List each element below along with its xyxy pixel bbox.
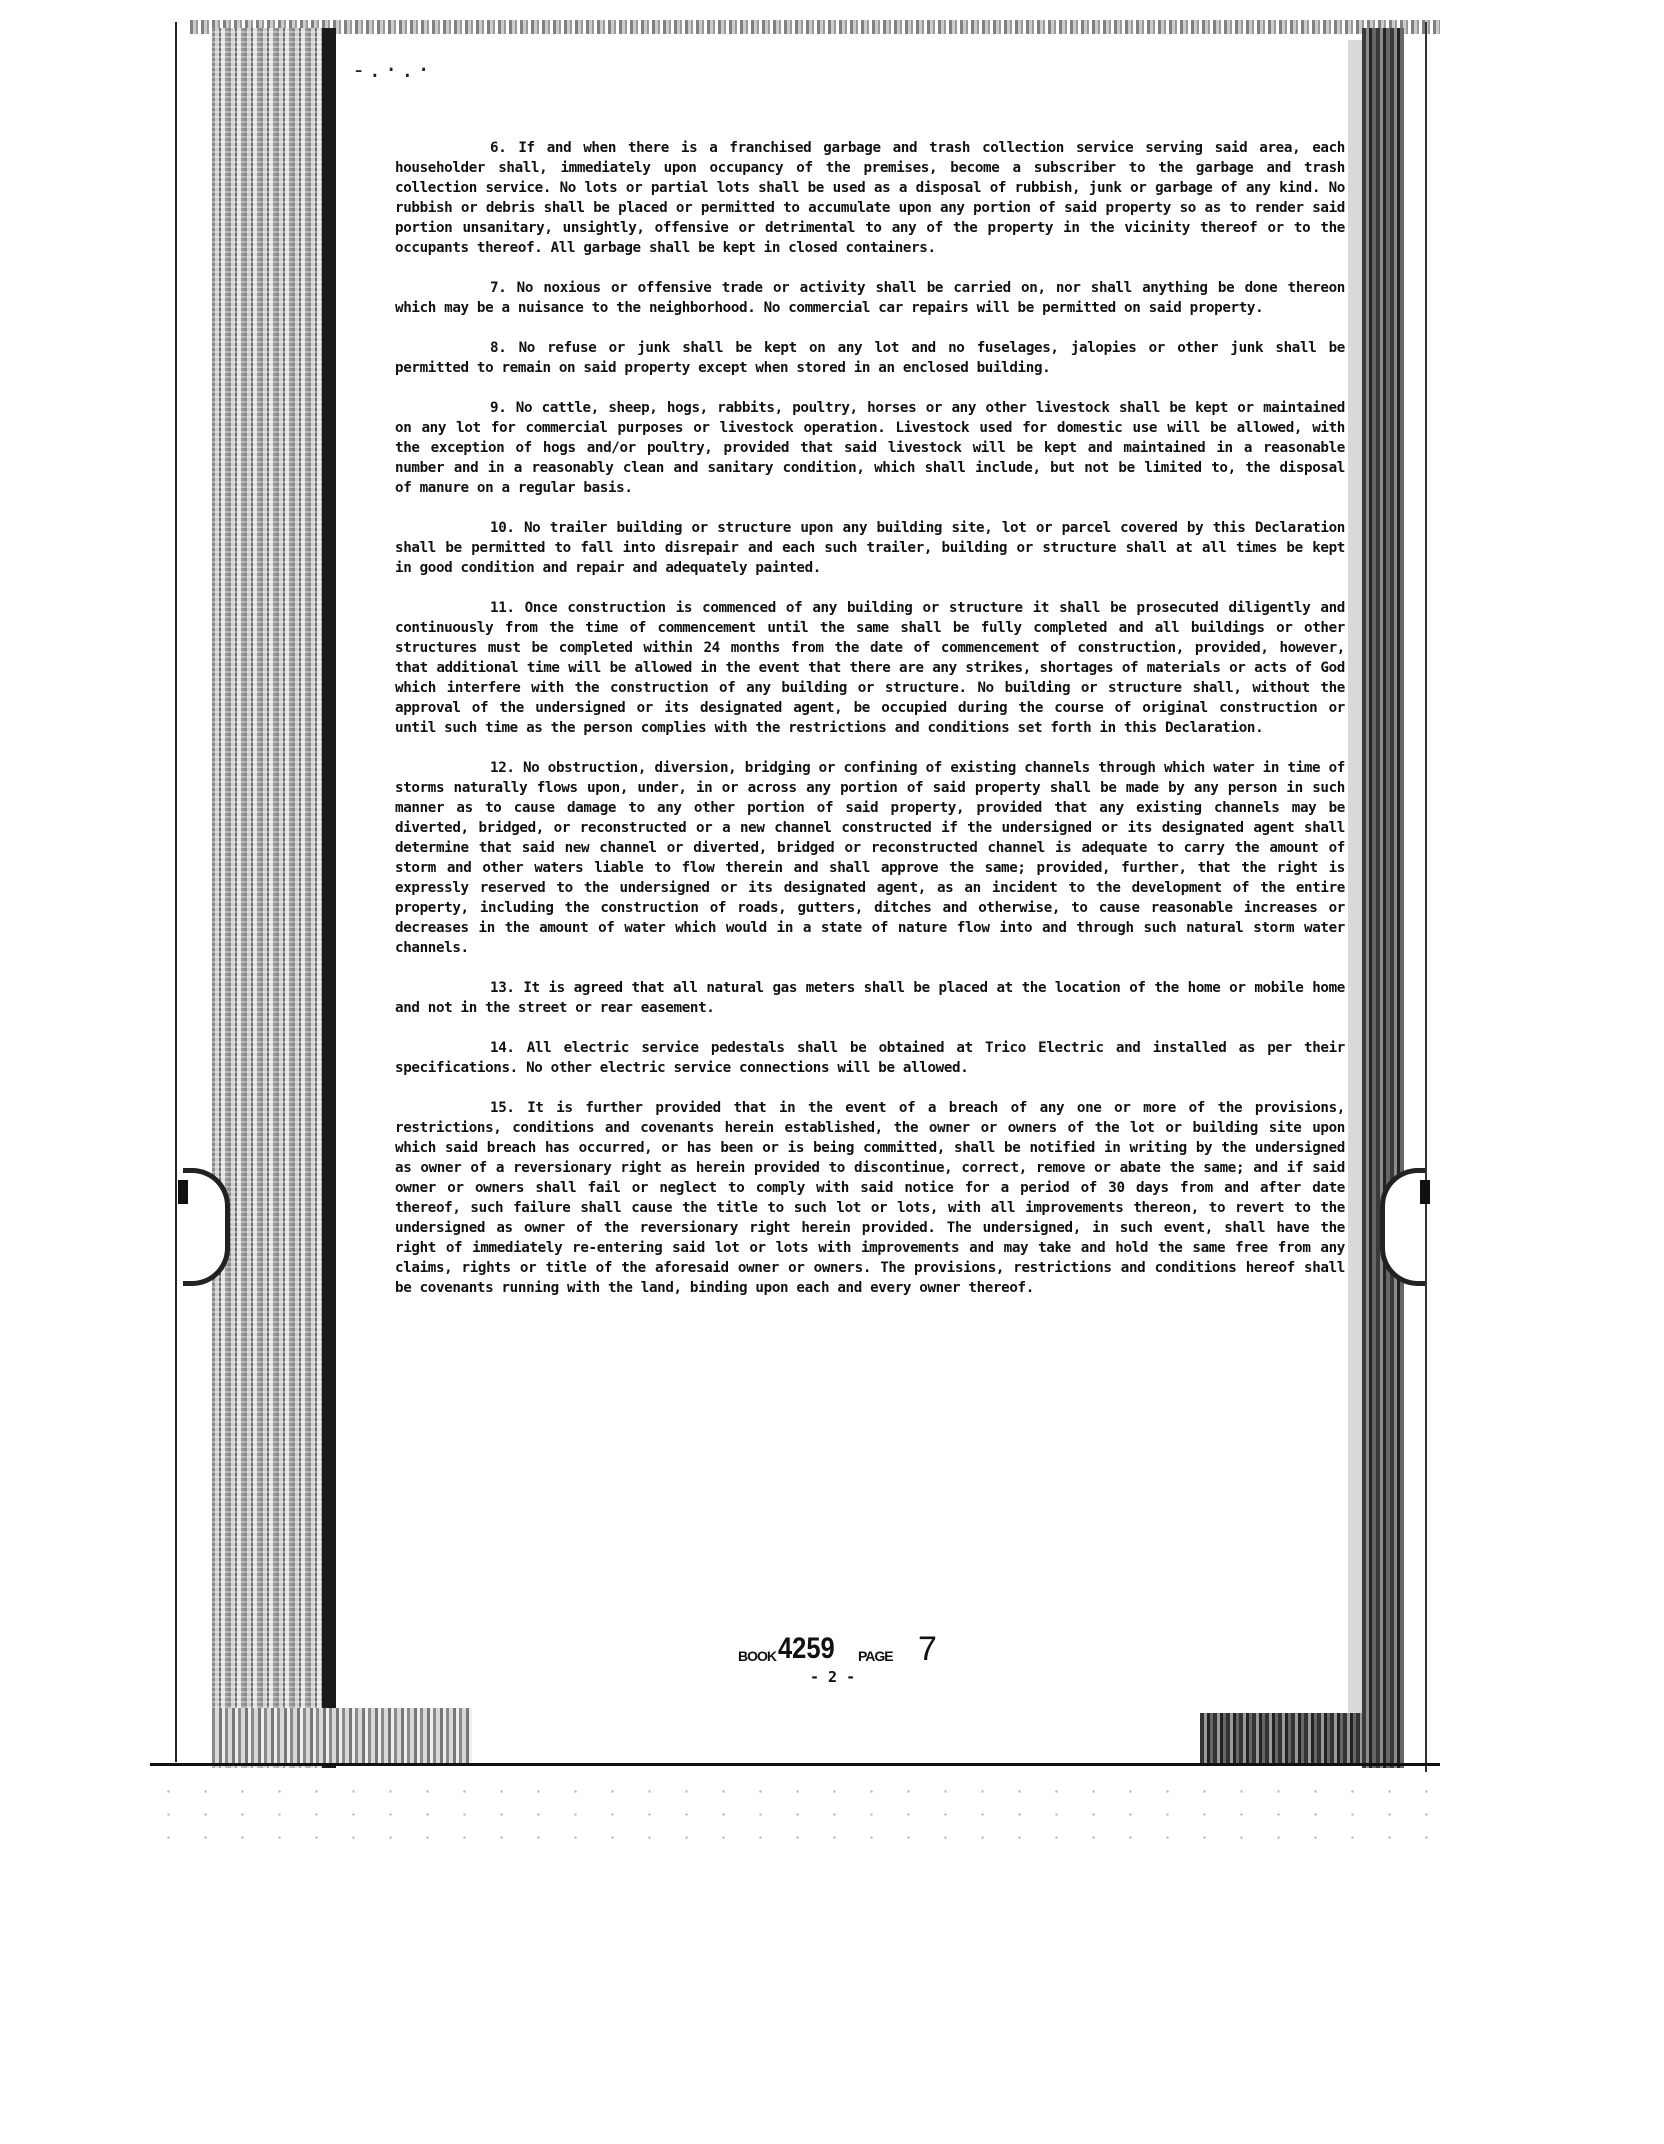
binder-clip-right-tab (1420, 1180, 1430, 1204)
book-number: 4259 (778, 1632, 835, 1665)
scan-bottom-shadow-right (1200, 1713, 1362, 1763)
corner-mark: -.·.· (352, 58, 434, 83)
paragraph-7: 7. No noxious or offensive trade or activity shall be carried on, nor shall anything be done thereon which may be a nuisance to the neighborhood. No commercial car repairs will be permitted on said property. (395, 280, 1345, 316)
paragraph-13: 13. It is agreed that all natural gas meters shall be placed at the location of the home or mobile home and not in the street or rear easement. (395, 980, 1345, 1016)
scan-bottom-shadow-left (212, 1708, 472, 1763)
binder-clip-left-tab (178, 1180, 188, 1204)
paragraph-9: 9. No cattle, sheep, hogs, rabbits, poultry, horses or any other livestock shall be kept or maintained on any lot for commercial purposes or livestock operation. Livestock used for domestic use will be allowed, with the exception of hogs and/or poultry, provided that said livestock will be kept and maintained in a reasonable number and in a reasonably clean and sanitary condition, which shall include, but not be limited to, the disposal of manure on a regular basis. (395, 400, 1345, 496)
paragraph-14: 14. All electric service pedestals shall be obtained at Trico Electric and installed as per their specifications. No other electric service connections will be allowed. (395, 1040, 1345, 1076)
paragraph-10: 10. No trailer building or structure upon any building site, lot or parcel covered by this Declaration shall be permitted to fall into disrepair and each such trailer, building or structure shall at all times be kept in good condition and repair and adequately painted. (395, 520, 1345, 576)
scan-binding-edge-left (322, 28, 336, 1768)
paragraph-11: 11. Once construction is commenced of any building or structure it shall be prosecuted diligently and continuously from the time of commencement until the same shall be fully completed and all buildings or other structures must be completed within 24 months from the date of commencement of construction, provided, however, that additional time will be allowed in the event that there are any strikes, shortages of materials or acts of God which interfere with the construction of any building or structure. No building or structure shall, without the approval of the undersigned or its designated agent, be occupied during the course of original construction or until such time as the person complies with the restrictions and conditions set forth in this Declaration. (395, 600, 1345, 736)
scan-bottom-border (150, 1763, 1440, 1766)
binder-clip-right (1380, 1168, 1425, 1286)
book-label: BOOK (738, 1648, 776, 1664)
scan-right-border (1425, 22, 1427, 1772)
scan-margin-right (1348, 40, 1362, 1760)
scan-left-border (175, 22, 177, 1762)
page-marker: - 2 - (810, 1668, 856, 1686)
binder-clip-left (183, 1168, 230, 1286)
paragraph-6: 6. If and when there is a franchised garbage and trash collection service serving said area, each householder shall, immediately upon occupancy of the premises, become a subscriber to the garbage and trash collection service. No lots or partial lots shall be used as a disposal of rubbish, junk or garbage of any kind. No rubbish or debris shall be placed or permitted to accumulate upon any portion of said property so as to render said portion unsanitary, unsightly, offensive or detrimental to any of the property in the vicinity thereof or to the occupants thereof. All garbage shall be kept in closed containers. (395, 140, 1345, 256)
scan-speckle-noise (150, 1780, 1450, 1840)
page-label: PAGE (858, 1648, 893, 1664)
scan-binding-shadow-right (1362, 28, 1404, 1768)
page-number: 7 (918, 1630, 937, 1668)
paragraph-12: 12. No obstruction, diversion, bridging or confining of existing channels through which water in time of storms naturally flows upon, under, in or across any portion of said property shall be made by any person in such manner as to cause damage to any other portion of said property, provided that any existing channels may be diverted, bridged, or reconstructed or a new channel constructed if the undersigned or its designated agent shall determine that said new channel or diverted, bridged or reconstructed channel is adequate to carry the amount of storm and other waters liable to flow therein and shall approve the same; provided, further, that the right is expressly reserved to the undersigned or its designated agent, as an incident to the development of the entire property, including the construction of roads, gutters, ditches and otherwise, to cause reasonable increases or decreases in the amount of water which would in a state of nature flow into and through such natural storm water channels. (395, 760, 1345, 956)
scan-binding-shadow-left (212, 28, 332, 1768)
paragraph-15: 15. It is further provided that in the event of a breach of any one or more of the provisions, restrictions, conditions and covenants herein established, the owner or owners of the lot or building site upon which said breach has occurred, or has been or is being committed, shall be notified in writing by the undersigned as owner of a reversionary right as herein provided to discontinue, correct, remove or abate the same; and if said owner or owners shall fail or neglect to comply with said notice for a period of 30 days from and after date thereof, such failure shall cause the title to such lot or lots, with all improvements thereon, to revert to the undersigned as owner of the reversionary right herein provided. The undersigned, in such event, shall have the right of immediately re-entering said lot or lots with improvements and may take and hold the same free from any claims, rights or title of the aforesaid owner or owners. The provisions, restrictions and conditions hereof shall be covenants running with the land, binding upon each and every owner thereof. (395, 1100, 1345, 1296)
scan-top-edge (190, 20, 1440, 34)
document-body (395, 138, 1345, 1318)
book-page-footer (700, 1632, 1000, 1692)
paragraph-8: 8. No refuse or junk shall be kept on any lot and no fuselages, jalopies or other junk shall be permitted to remain on said property except when stored in an enclosed building. (395, 340, 1345, 376)
